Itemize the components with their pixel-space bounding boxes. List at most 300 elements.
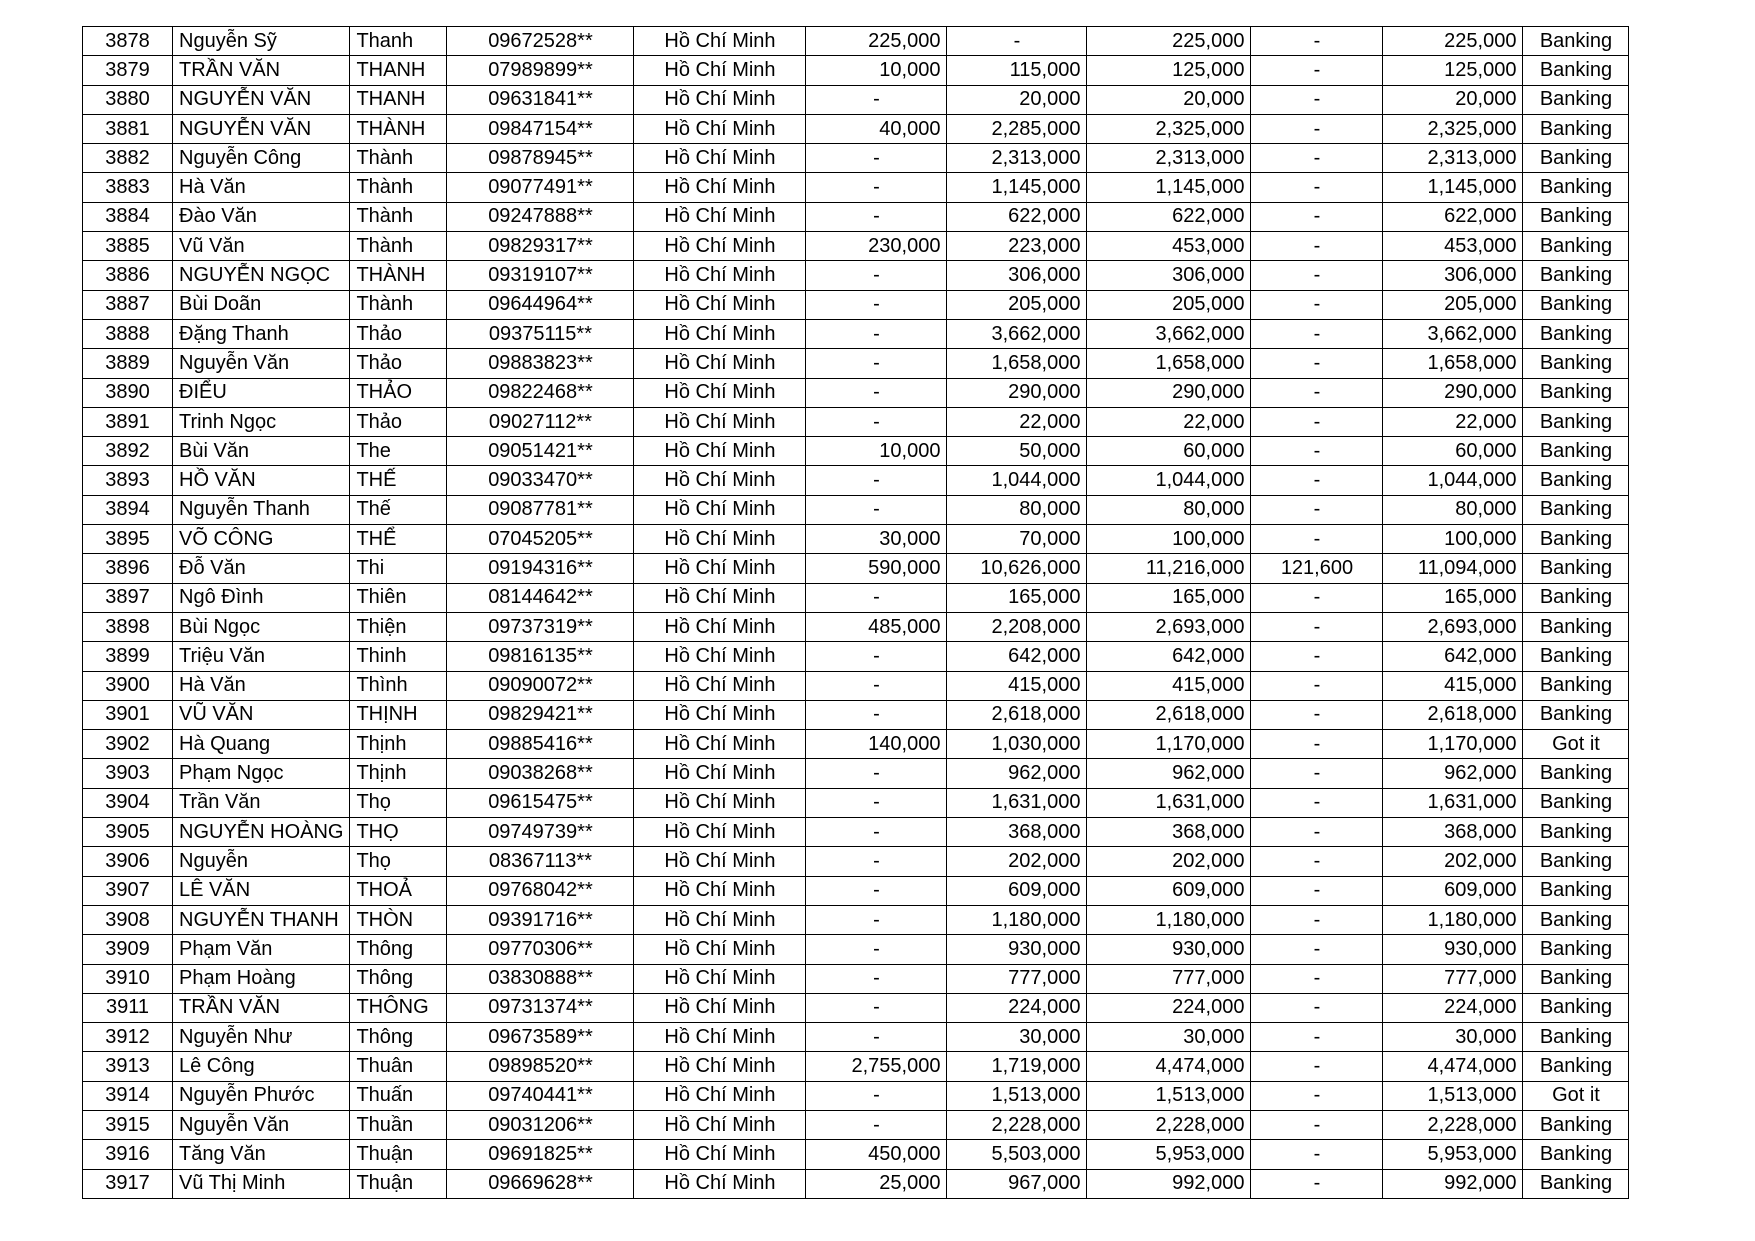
table-row xyxy=(83,612,1629,641)
surname-cell: Nguyễn Sỹ xyxy=(173,27,350,56)
net-cell: 453,000 xyxy=(1383,232,1523,261)
total-cell: 622,000 xyxy=(1087,202,1251,231)
phone-cell: 07989899** xyxy=(447,56,634,85)
deduction-cell: - xyxy=(1251,1052,1383,1081)
total-cell: 1,658,000 xyxy=(1087,349,1251,378)
given-name-cell: Thuần xyxy=(350,1110,447,1139)
amount-2-cell: 642,000 xyxy=(947,642,1087,671)
net-cell: 60,000 xyxy=(1383,437,1523,466)
method-cell: Banking xyxy=(1523,202,1629,231)
method-cell: Banking xyxy=(1523,876,1629,905)
city-cell: Hồ Chí Minh xyxy=(634,319,806,348)
net-cell: 622,000 xyxy=(1383,202,1523,231)
row-number: 3889 xyxy=(83,349,173,378)
total-cell: 962,000 xyxy=(1087,759,1251,788)
table-row xyxy=(83,290,1629,319)
row-number: 3885 xyxy=(83,232,173,261)
deduction-cell: - xyxy=(1251,993,1383,1022)
given-name-cell: THỌ xyxy=(350,818,447,847)
method-cell: Banking xyxy=(1523,818,1629,847)
row-number: 3878 xyxy=(83,27,173,56)
surname-cell: Phạm Văn xyxy=(173,935,350,964)
amount-2-cell: 20,000 xyxy=(947,85,1087,114)
surname-cell: Bùi Văn xyxy=(173,437,350,466)
total-cell: 2,618,000 xyxy=(1087,700,1251,729)
deduction-cell: - xyxy=(1251,847,1383,876)
method-cell: Banking xyxy=(1523,349,1629,378)
net-cell: 5,953,000 xyxy=(1383,1140,1523,1169)
net-cell: 2,228,000 xyxy=(1383,1110,1523,1139)
net-cell: 1,631,000 xyxy=(1383,788,1523,817)
table-row xyxy=(83,788,1629,817)
amount-2-cell: 80,000 xyxy=(947,495,1087,524)
phone-cell: 09768042** xyxy=(447,876,634,905)
net-cell: 368,000 xyxy=(1383,818,1523,847)
row-number: 3897 xyxy=(83,583,173,612)
table-row xyxy=(83,847,1629,876)
city-cell: Hồ Chí Minh xyxy=(634,612,806,641)
method-cell: Banking xyxy=(1523,437,1629,466)
phone-cell: 09770306** xyxy=(447,935,634,964)
row-number: 3915 xyxy=(83,1110,173,1139)
deduction-cell: - xyxy=(1251,759,1383,788)
city-cell: Hồ Chí Minh xyxy=(634,1081,806,1110)
total-cell: 125,000 xyxy=(1087,56,1251,85)
amount-2-cell: 2,618,000 xyxy=(947,700,1087,729)
amount-1-cell: - xyxy=(806,671,947,700)
amount-2-cell: 2,285,000 xyxy=(947,114,1087,143)
amount-1-cell: - xyxy=(806,847,947,876)
table-row xyxy=(83,583,1629,612)
amount-2-cell: 224,000 xyxy=(947,993,1087,1022)
amount-1-cell: - xyxy=(806,876,947,905)
total-cell: 1,180,000 xyxy=(1087,905,1251,934)
method-cell: Banking xyxy=(1523,583,1629,612)
city-cell: Hồ Chí Minh xyxy=(634,583,806,612)
method-cell: Banking xyxy=(1523,612,1629,641)
method-cell: Banking xyxy=(1523,85,1629,114)
amount-1-cell: 485,000 xyxy=(806,612,947,641)
given-name-cell: THÒN xyxy=(350,905,447,934)
deduction-cell: - xyxy=(1251,964,1383,993)
method-cell: Banking xyxy=(1523,114,1629,143)
city-cell: Hồ Chí Minh xyxy=(634,232,806,261)
amount-1-cell: - xyxy=(806,319,947,348)
total-cell: 60,000 xyxy=(1087,437,1251,466)
deduction-cell: - xyxy=(1251,1023,1383,1052)
city-cell: Hồ Chí Minh xyxy=(634,290,806,319)
table-row xyxy=(83,642,1629,671)
net-cell: 80,000 xyxy=(1383,495,1523,524)
phone-cell: 09033470** xyxy=(447,466,634,495)
surname-cell: Vũ Văn xyxy=(173,232,350,261)
net-cell: 1,513,000 xyxy=(1383,1081,1523,1110)
city-cell: Hồ Chí Minh xyxy=(634,642,806,671)
city-cell: Hồ Chí Minh xyxy=(634,144,806,173)
net-cell: 290,000 xyxy=(1383,378,1523,407)
deduction-cell: - xyxy=(1251,261,1383,290)
row-number: 3892 xyxy=(83,437,173,466)
phone-cell: 09731374** xyxy=(447,993,634,1022)
method-cell: Got it xyxy=(1523,1081,1629,1110)
total-cell: 225,000 xyxy=(1087,27,1251,56)
net-cell: 224,000 xyxy=(1383,993,1523,1022)
surname-cell: Bùi Doãn xyxy=(173,290,350,319)
surname-cell: Bùi Ngọc xyxy=(173,612,350,641)
phone-cell: 09878945** xyxy=(447,144,634,173)
total-cell: 306,000 xyxy=(1087,261,1251,290)
city-cell: Hồ Chí Minh xyxy=(634,85,806,114)
deduction-cell: - xyxy=(1251,876,1383,905)
total-cell: 2,228,000 xyxy=(1087,1110,1251,1139)
deduction-cell: - xyxy=(1251,144,1383,173)
surname-cell: HỒ VĂN xyxy=(173,466,350,495)
table-row xyxy=(83,993,1629,1022)
amount-2-cell: 930,000 xyxy=(947,935,1087,964)
total-cell: 224,000 xyxy=(1087,993,1251,1022)
total-cell: 415,000 xyxy=(1087,671,1251,700)
total-cell: 5,953,000 xyxy=(1087,1140,1251,1169)
given-name-cell: Thuận xyxy=(350,1169,447,1198)
amount-1-cell: - xyxy=(806,964,947,993)
row-number: 3904 xyxy=(83,788,173,817)
amount-1-cell: - xyxy=(806,788,947,817)
amount-2-cell: 70,000 xyxy=(947,525,1087,554)
total-cell: 4,474,000 xyxy=(1087,1052,1251,1081)
city-cell: Hồ Chí Minh xyxy=(634,554,806,583)
net-cell: 1,170,000 xyxy=(1383,730,1523,759)
amount-2-cell: 1,719,000 xyxy=(947,1052,1087,1081)
deduction-cell: - xyxy=(1251,905,1383,934)
method-cell: Banking xyxy=(1523,1169,1629,1198)
method-cell: Banking xyxy=(1523,1140,1629,1169)
net-cell: 22,000 xyxy=(1383,407,1523,436)
given-name-cell: Thảo xyxy=(350,349,447,378)
surname-cell: Ngô Đình xyxy=(173,583,350,612)
city-cell: Hồ Chí Minh xyxy=(634,114,806,143)
surname-cell: LÊ VĂN xyxy=(173,876,350,905)
phone-cell: 08144642** xyxy=(447,583,634,612)
given-name-cell: Thảo xyxy=(350,407,447,436)
amount-1-cell: 225,000 xyxy=(806,27,947,56)
amount-2-cell: 223,000 xyxy=(947,232,1087,261)
amount-1-cell: 10,000 xyxy=(806,56,947,85)
amount-2-cell: 2,228,000 xyxy=(947,1110,1087,1139)
given-name-cell: THOẢ xyxy=(350,876,447,905)
amount-1-cell: - xyxy=(806,759,947,788)
given-name-cell: THANH xyxy=(350,85,447,114)
net-cell: 20,000 xyxy=(1383,85,1523,114)
surname-cell: Hà Văn xyxy=(173,173,350,202)
row-number: 3907 xyxy=(83,876,173,905)
table-row xyxy=(83,1140,1629,1169)
table-row xyxy=(83,378,1629,407)
net-cell: 3,662,000 xyxy=(1383,319,1523,348)
amount-1-cell: 40,000 xyxy=(806,114,947,143)
net-cell: 125,000 xyxy=(1383,56,1523,85)
city-cell: Hồ Chí Minh xyxy=(634,671,806,700)
surname-cell: Lê Công xyxy=(173,1052,350,1081)
surname-cell: Nguyễn Văn xyxy=(173,1110,350,1139)
payment-table xyxy=(82,26,1629,1199)
method-cell: Banking xyxy=(1523,993,1629,1022)
surname-cell: Nguyễn Thanh xyxy=(173,495,350,524)
amount-1-cell: - xyxy=(806,993,947,1022)
total-cell: 30,000 xyxy=(1087,1023,1251,1052)
method-cell: Banking xyxy=(1523,319,1629,348)
surname-cell: Trinh Ngọc xyxy=(173,407,350,436)
method-cell: Got it xyxy=(1523,730,1629,759)
row-number: 3906 xyxy=(83,847,173,876)
phone-cell: 09051421** xyxy=(447,437,634,466)
total-cell: 205,000 xyxy=(1087,290,1251,319)
total-cell: 368,000 xyxy=(1087,818,1251,847)
method-cell: Banking xyxy=(1523,1023,1629,1052)
given-name-cell: Thành xyxy=(350,144,447,173)
net-cell: 2,618,000 xyxy=(1383,700,1523,729)
table-row xyxy=(83,27,1629,56)
method-cell: Banking xyxy=(1523,759,1629,788)
total-cell: 930,000 xyxy=(1087,935,1251,964)
net-cell: 1,044,000 xyxy=(1383,466,1523,495)
table-row xyxy=(83,1110,1629,1139)
city-cell: Hồ Chí Minh xyxy=(634,202,806,231)
table-row xyxy=(83,466,1629,495)
amount-1-cell: - xyxy=(806,905,947,934)
net-cell: 1,658,000 xyxy=(1383,349,1523,378)
row-number: 3894 xyxy=(83,495,173,524)
surname-cell: NGUYỄN VĂN xyxy=(173,114,350,143)
given-name-cell: Thiên xyxy=(350,583,447,612)
table-row xyxy=(83,495,1629,524)
net-cell: 642,000 xyxy=(1383,642,1523,671)
surname-cell: NGUYỄN HOÀNG xyxy=(173,818,350,847)
deduction-cell: - xyxy=(1251,818,1383,847)
deduction-cell: - xyxy=(1251,319,1383,348)
city-cell: Hồ Chí Minh xyxy=(634,1169,806,1198)
phone-cell: 09669628** xyxy=(447,1169,634,1198)
amount-1-cell: - xyxy=(806,173,947,202)
amount-2-cell: 50,000 xyxy=(947,437,1087,466)
city-cell: Hồ Chí Minh xyxy=(634,261,806,290)
phone-cell: 09031206** xyxy=(447,1110,634,1139)
phone-cell: 09898520** xyxy=(447,1052,634,1081)
deduction-cell: - xyxy=(1251,642,1383,671)
given-name-cell: Thành xyxy=(350,173,447,202)
amount-1-cell: - xyxy=(806,407,947,436)
method-cell: Banking xyxy=(1523,935,1629,964)
given-name-cell: Thình xyxy=(350,671,447,700)
surname-cell: NGUYỄN NGỌC xyxy=(173,261,350,290)
amount-1-cell: - xyxy=(806,466,947,495)
phone-cell: 09319107** xyxy=(447,261,634,290)
table-row xyxy=(83,349,1629,378)
city-cell: Hồ Chí Minh xyxy=(634,759,806,788)
amount-2-cell: 1,145,000 xyxy=(947,173,1087,202)
given-name-cell: Thanh xyxy=(350,27,447,56)
method-cell: Banking xyxy=(1523,847,1629,876)
amount-2-cell: 115,000 xyxy=(947,56,1087,85)
amount-2-cell: 202,000 xyxy=(947,847,1087,876)
row-number: 3908 xyxy=(83,905,173,934)
surname-cell: Nguyễn xyxy=(173,847,350,876)
phone-cell: 09644964** xyxy=(447,290,634,319)
surname-cell: Trần Văn xyxy=(173,788,350,817)
phone-cell: 09375115** xyxy=(447,319,634,348)
net-cell: 11,094,000 xyxy=(1383,554,1523,583)
amount-1-cell: - xyxy=(806,144,947,173)
amount-1-cell: - xyxy=(806,290,947,319)
given-name-cell: Thiện xyxy=(350,612,447,641)
deduction-cell: - xyxy=(1251,56,1383,85)
surname-cell: Vũ Thị Minh xyxy=(173,1169,350,1198)
row-number: 3893 xyxy=(83,466,173,495)
phone-cell: 09027112** xyxy=(447,407,634,436)
amount-1-cell: - xyxy=(806,1081,947,1110)
phone-cell: 03830888** xyxy=(447,964,634,993)
given-name-cell: THÀNH xyxy=(350,114,447,143)
deduction-cell: - xyxy=(1251,935,1383,964)
surname-cell: TRẦN VĂN xyxy=(173,993,350,1022)
amount-2-cell: 1,030,000 xyxy=(947,730,1087,759)
city-cell: Hồ Chí Minh xyxy=(634,173,806,202)
table-row xyxy=(83,114,1629,143)
phone-cell: 09737319** xyxy=(447,612,634,641)
total-cell: 20,000 xyxy=(1087,85,1251,114)
amount-1-cell: - xyxy=(806,1023,947,1052)
surname-cell: Đặng Thanh xyxy=(173,319,350,348)
phone-cell: 09740441** xyxy=(447,1081,634,1110)
table-row xyxy=(83,554,1629,583)
amount-2-cell: 290,000 xyxy=(947,378,1087,407)
city-cell: Hồ Chí Minh xyxy=(634,935,806,964)
method-cell: Banking xyxy=(1523,788,1629,817)
phone-cell: 09087781** xyxy=(447,495,634,524)
city-cell: Hồ Chí Minh xyxy=(634,905,806,934)
row-number: 3900 xyxy=(83,671,173,700)
amount-2-cell: 967,000 xyxy=(947,1169,1087,1198)
deduction-cell: - xyxy=(1251,378,1383,407)
method-cell: Banking xyxy=(1523,1052,1629,1081)
city-cell: Hồ Chí Minh xyxy=(634,876,806,905)
phone-cell: 09090072** xyxy=(447,671,634,700)
method-cell: Banking xyxy=(1523,173,1629,202)
amount-1-cell: 30,000 xyxy=(806,525,947,554)
table-row xyxy=(83,671,1629,700)
method-cell: Banking xyxy=(1523,905,1629,934)
given-name-cell: Thuấn xyxy=(350,1081,447,1110)
city-cell: Hồ Chí Minh xyxy=(634,1110,806,1139)
phone-cell: 09822468** xyxy=(447,378,634,407)
row-number: 3910 xyxy=(83,964,173,993)
deduction-cell: - xyxy=(1251,525,1383,554)
net-cell: 1,145,000 xyxy=(1383,173,1523,202)
phone-cell: 09631841** xyxy=(447,85,634,114)
total-cell: 2,325,000 xyxy=(1087,114,1251,143)
amount-1-cell: - xyxy=(806,1110,947,1139)
table-row xyxy=(83,202,1629,231)
total-cell: 2,693,000 xyxy=(1087,612,1251,641)
deduction-cell: - xyxy=(1251,495,1383,524)
amount-1-cell: - xyxy=(806,583,947,612)
given-name-cell: Thuận xyxy=(350,1140,447,1169)
total-cell: 80,000 xyxy=(1087,495,1251,524)
row-number: 3898 xyxy=(83,612,173,641)
phone-cell: 09673589** xyxy=(447,1023,634,1052)
amount-1-cell: - xyxy=(806,378,947,407)
net-cell: 306,000 xyxy=(1383,261,1523,290)
method-cell: Banking xyxy=(1523,232,1629,261)
deduction-cell: - xyxy=(1251,232,1383,261)
table-row xyxy=(83,85,1629,114)
given-name-cell: Thông xyxy=(350,935,447,964)
city-cell: Hồ Chí Minh xyxy=(634,495,806,524)
deduction-cell: - xyxy=(1251,85,1383,114)
given-name-cell: Thịnh xyxy=(350,759,447,788)
row-number: 3886 xyxy=(83,261,173,290)
amount-2-cell: 5,503,000 xyxy=(947,1140,1087,1169)
given-name-cell: THÔNG xyxy=(350,993,447,1022)
total-cell: 202,000 xyxy=(1087,847,1251,876)
net-cell: 4,474,000 xyxy=(1383,1052,1523,1081)
phone-cell: 09247888** xyxy=(447,202,634,231)
amount-2-cell: 1,631,000 xyxy=(947,788,1087,817)
phone-cell: 09829421** xyxy=(447,700,634,729)
table-row xyxy=(83,935,1629,964)
total-cell: 290,000 xyxy=(1087,378,1251,407)
total-cell: 642,000 xyxy=(1087,642,1251,671)
given-name-cell: Thinh xyxy=(350,642,447,671)
amount-1-cell: - xyxy=(806,261,947,290)
amount-2-cell: 205,000 xyxy=(947,290,1087,319)
amount-1-cell: - xyxy=(806,700,947,729)
total-cell: 165,000 xyxy=(1087,583,1251,612)
phone-cell: 09038268** xyxy=(447,759,634,788)
given-name-cell: Thành xyxy=(350,202,447,231)
method-cell: Banking xyxy=(1523,1110,1629,1139)
row-number: 3916 xyxy=(83,1140,173,1169)
table-body xyxy=(83,27,1629,1199)
row-number: 3891 xyxy=(83,407,173,436)
amount-2-cell: 368,000 xyxy=(947,818,1087,847)
given-name-cell: Thọ xyxy=(350,847,447,876)
net-cell: 202,000 xyxy=(1383,847,1523,876)
given-name-cell: Thông xyxy=(350,964,447,993)
given-name-cell: Thuân xyxy=(350,1052,447,1081)
given-name-cell: Thế xyxy=(350,495,447,524)
row-number: 3888 xyxy=(83,319,173,348)
row-number: 3912 xyxy=(83,1023,173,1052)
total-cell: 1,145,000 xyxy=(1087,173,1251,202)
given-name-cell: Thịnh xyxy=(350,730,447,759)
phone-cell: 07045205** xyxy=(447,525,634,554)
deduction-cell: - xyxy=(1251,1081,1383,1110)
method-cell: Banking xyxy=(1523,700,1629,729)
amount-1-cell: - xyxy=(806,202,947,231)
deduction-cell: - xyxy=(1251,730,1383,759)
surname-cell: VŨ VĂN xyxy=(173,700,350,729)
deduction-cell: - xyxy=(1251,671,1383,700)
deduction-cell: - xyxy=(1251,173,1383,202)
row-number: 3917 xyxy=(83,1169,173,1198)
net-cell: 415,000 xyxy=(1383,671,1523,700)
amount-2-cell: 2,313,000 xyxy=(947,144,1087,173)
given-name-cell: THẢO xyxy=(350,378,447,407)
city-cell: Hồ Chí Minh xyxy=(634,407,806,436)
amount-1-cell: 10,000 xyxy=(806,437,947,466)
table-row xyxy=(83,437,1629,466)
total-cell: 453,000 xyxy=(1087,232,1251,261)
